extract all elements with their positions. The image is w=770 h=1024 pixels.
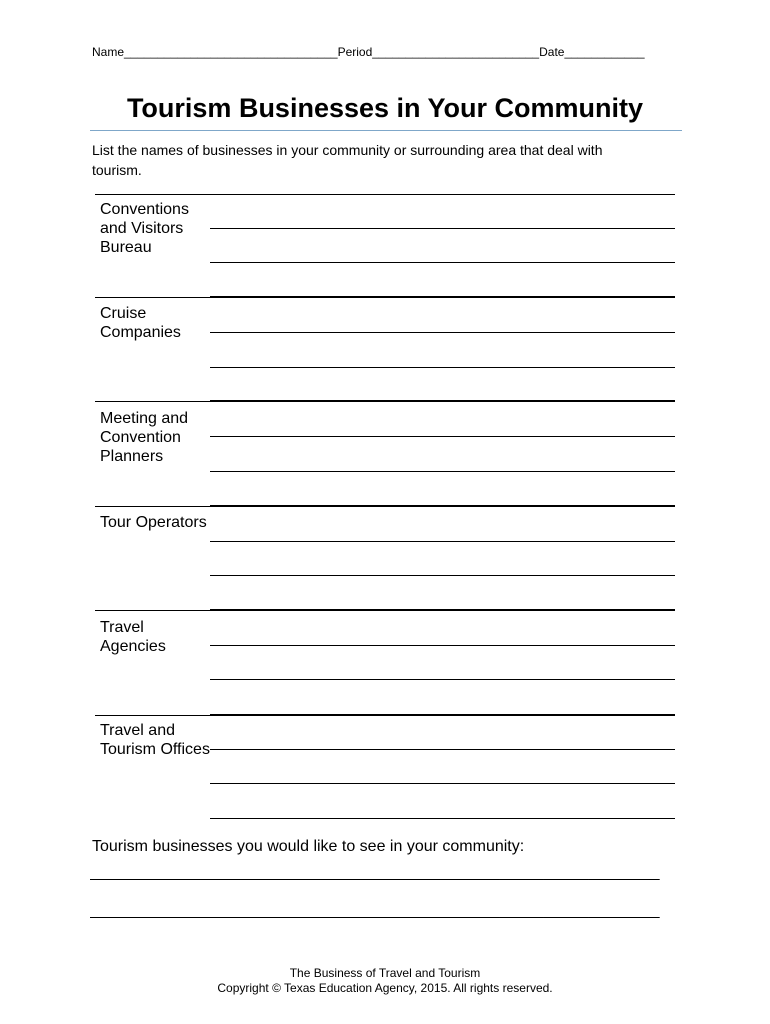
- category-label: Meeting and Convention Planners: [100, 410, 189, 465]
- answer-line[interactable]: [210, 679, 675, 680]
- section-divider: [95, 401, 210, 402]
- answer-line[interactable]: [210, 714, 675, 716]
- section-divider: [95, 715, 210, 716]
- answer-line[interactable]: [210, 818, 675, 819]
- answer-line[interactable]: [210, 332, 675, 333]
- answer-line[interactable]: [210, 749, 675, 750]
- category-label: Travel Agencies: [100, 619, 166, 655]
- answer-line[interactable]: [210, 609, 675, 611]
- page-title: Tourism Businesses in Your Community: [126, 93, 644, 123]
- answer-line[interactable]: [210, 575, 675, 576]
- title-divider: [90, 130, 682, 131]
- wish-prompt: Tourism businesses you would like to see in your community:: [92, 838, 525, 855]
- wish-answer-line[interactable]: ________________________________________________________________: [90, 864, 660, 881]
- answer-line[interactable]: [210, 262, 675, 263]
- answer-line[interactable]: [210, 296, 675, 298]
- section-divider: [95, 610, 210, 611]
- answer-line[interactable]: [210, 400, 675, 402]
- section-divider: [95, 506, 210, 507]
- category-label: Tour Operators: [100, 514, 207, 531]
- wish-answer-line[interactable]: ________________________________________________________________: [90, 902, 660, 919]
- table-top-rule: [95, 194, 675, 195]
- answer-line[interactable]: [210, 541, 675, 542]
- answer-line[interactable]: [210, 505, 675, 507]
- name-period-date-line: Name________________________________Period_________________________Date____________: [92, 45, 645, 59]
- answer-line[interactable]: [210, 471, 675, 472]
- answer-line[interactable]: [210, 228, 675, 229]
- footer-course: The Business of Travel and Tourism: [289, 966, 481, 980]
- answer-line[interactable]: [210, 436, 675, 437]
- instructions: List the names of businesses in your community or surrounding area that deal with tourism.: [92, 142, 603, 178]
- answer-line[interactable]: [210, 783, 675, 784]
- answer-line[interactable]: [210, 645, 675, 646]
- footer-copyright: Copyright © Texas Education Agency, 2015. All rights reserved.: [217, 981, 553, 995]
- category-label: Cruise Companies: [100, 305, 181, 341]
- answer-line[interactable]: [210, 367, 675, 368]
- section-divider: [95, 297, 210, 298]
- category-label: Conventions and Visitors Bureau: [100, 201, 189, 256]
- category-label: Travel and Tourism Offices: [100, 722, 210, 758]
